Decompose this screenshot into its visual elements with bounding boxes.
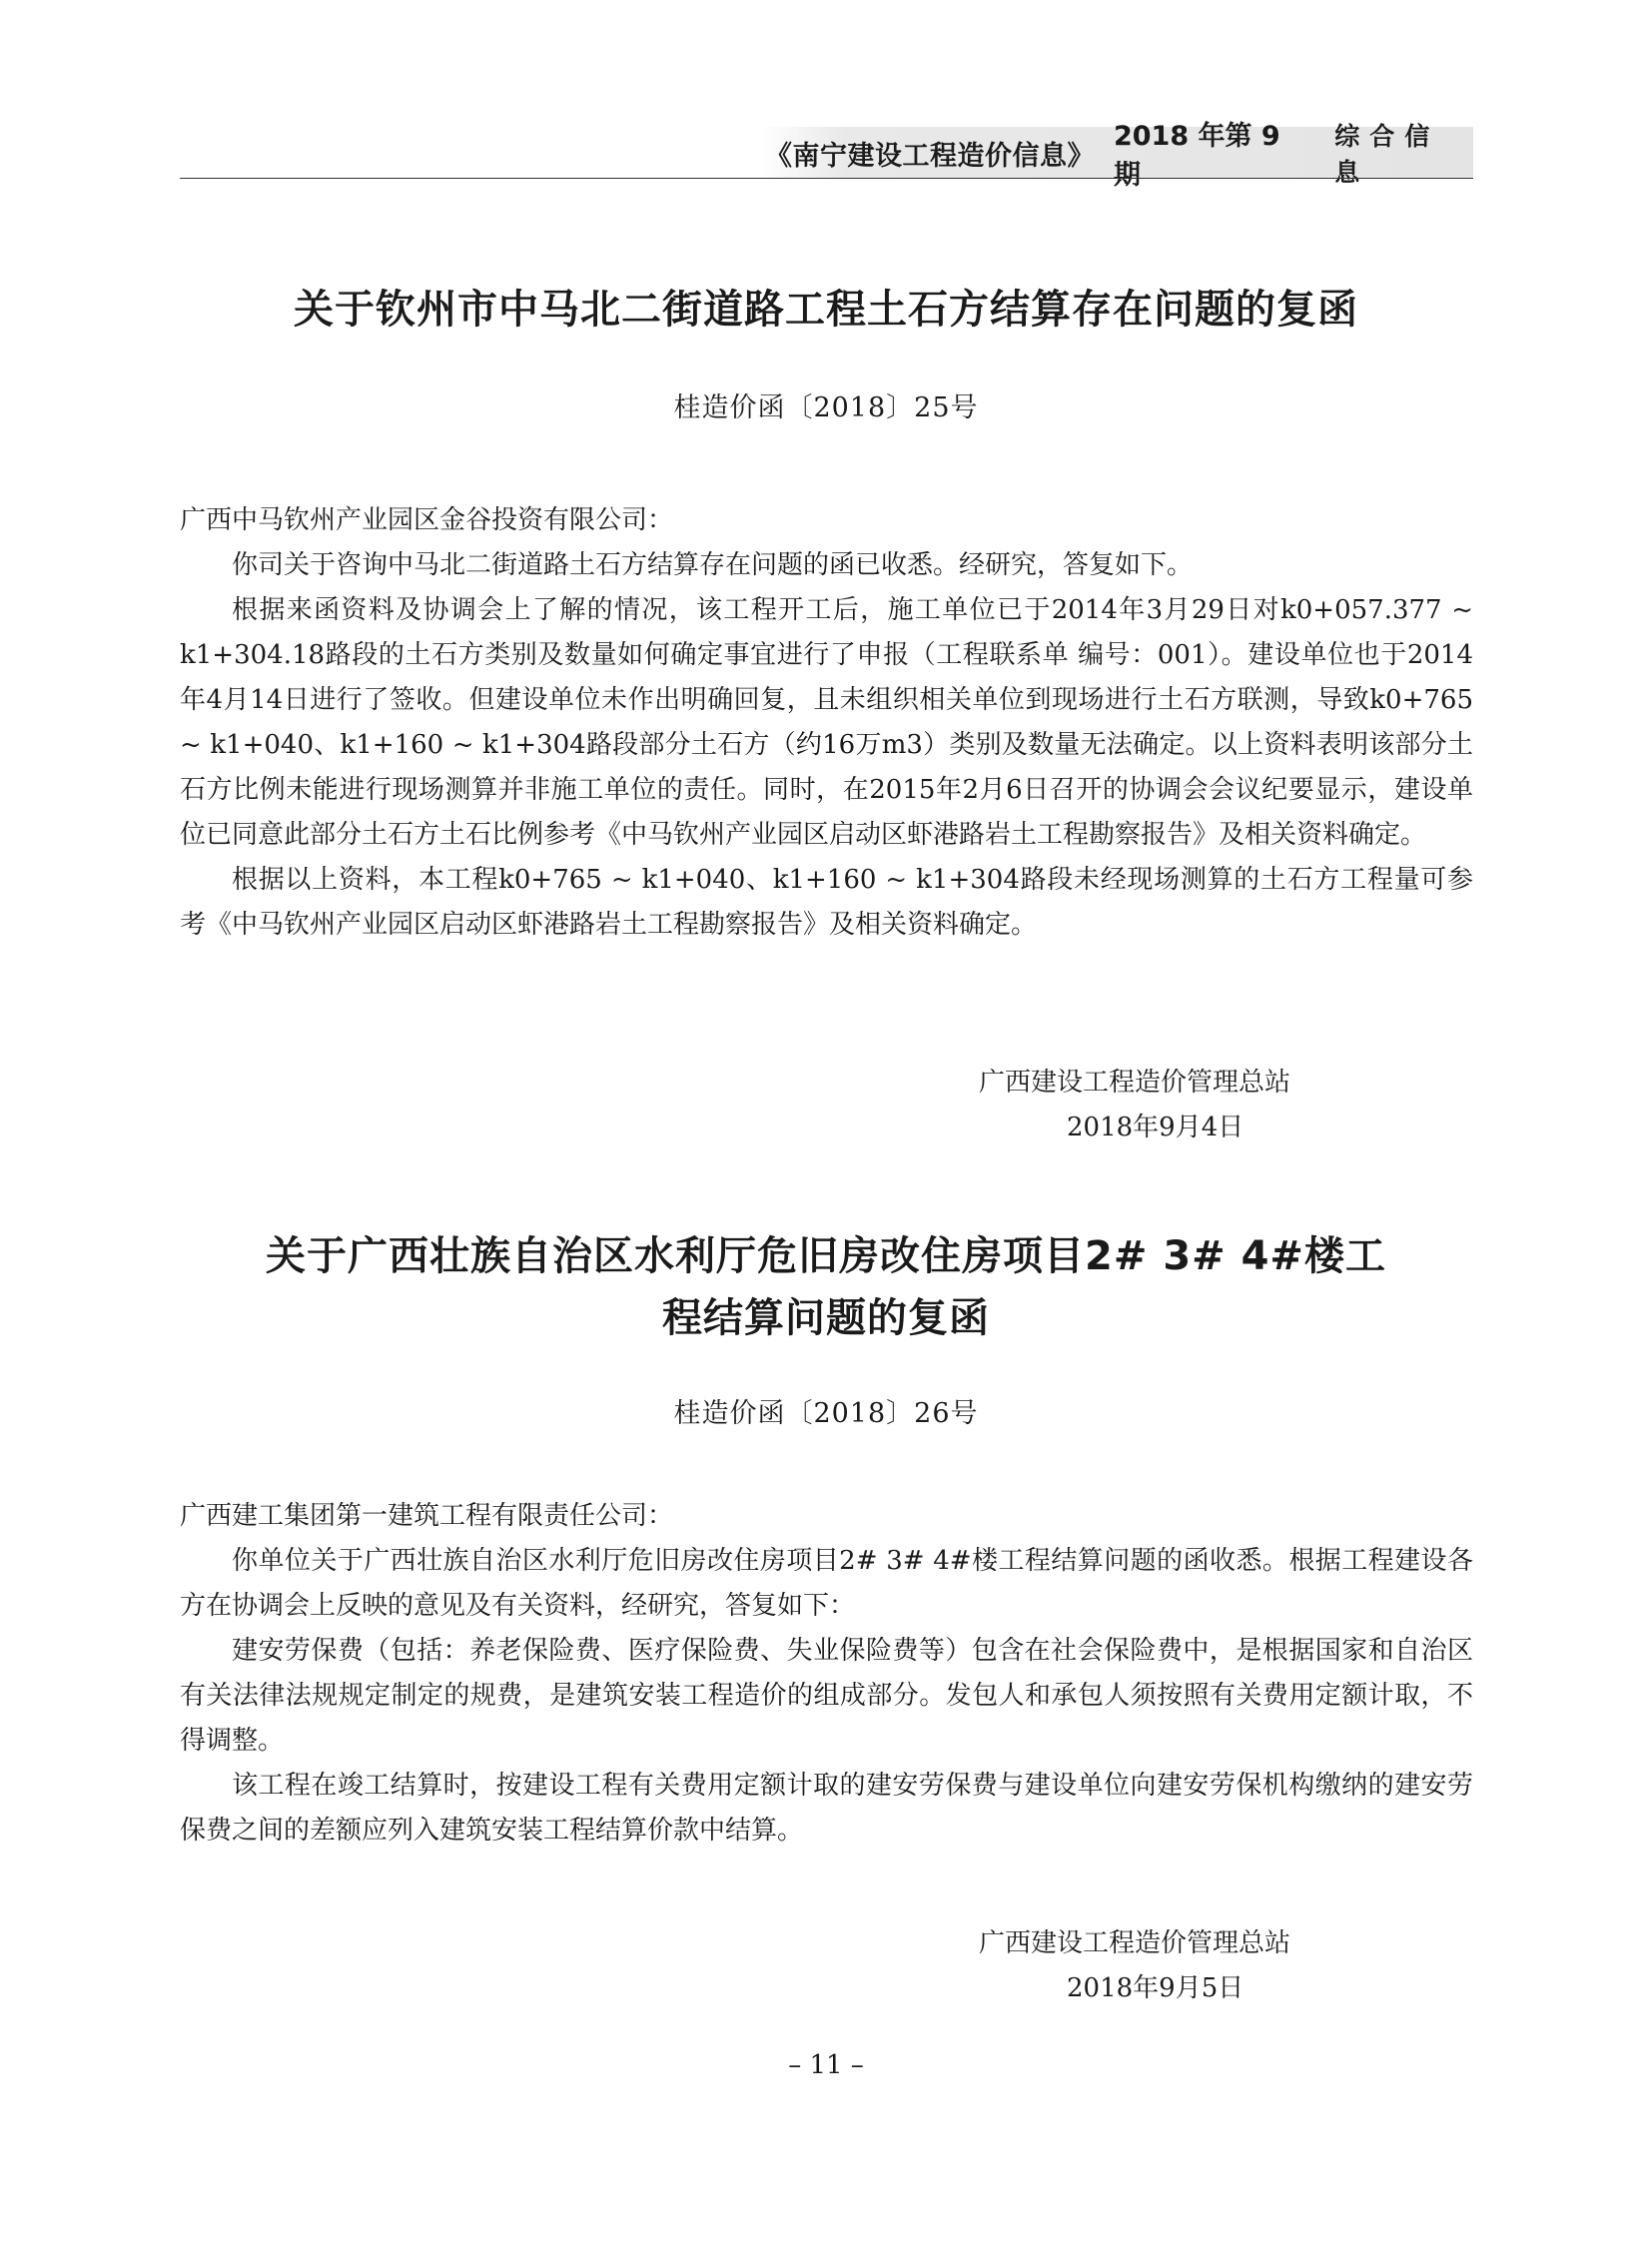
letter-1-date: 2018年9月4日: [1067, 1113, 1244, 1142]
letter-2-body: [180, 1494, 1473, 1854]
letter-2-signoff: [979, 1921, 1418, 2011]
letter-1-paragraph: 根据来函资料及协调会上了解的情况，该工程开工后，施工单位已于2014年3月29日对k0+057.377 ~ k1+304.18路段的土石方类别及数量如何确定事宜进行了申报（工程联系单 编号：001）。建设单位也于2014年4月14日进行了签收。但建设单位未作出明确回复，且未组织相关单位到现场进行土石方联测，导致k0+765 ~ k1+040、k1+160 ~ k1+304路段部分土石方（约16万m3）类别及数量无法确定。以上资料表明该部分土石方比例未能进行现场测算并非施工单位的责任。同时，在2015年2月6日召开的协调会会议纪要显示，建设单位已同意此部分土石方土石比例参考《中马钦州产业园区启动区虾港路岩土工程勘察报告》及相关资料确定。: [180, 595, 1473, 850]
running-header: [759, 121, 1473, 191]
letter-1-signature: 广西建设工程造价管理总站: [979, 1068, 1291, 1098]
header-divider: [180, 178, 1473, 179]
letter-2-date: 2018年9月5日: [1067, 1973, 1244, 2003]
letter-1-signoff: [979, 1061, 1418, 1150]
letter-1-doc-number: 桂造价函〔2018〕25号: [673, 392, 979, 423]
letter-2-doc-number: 桂造价函〔2018〕26号: [673, 1398, 979, 1429]
letter-1-paragraph: 根据以上资料，本工程k0+765 ~ k1+040、k1+160 ~ k1+304路段未经现场测算的土石方工程量可参考《中马钦州产业园区启动区虾港路岩土工程勘察报告》及相关资料确定。: [180, 865, 1473, 940]
letter-1-body: [180, 498, 1473, 948]
journal-title: 《南宁建设工程造价信息》: [765, 140, 1095, 172]
issue-label: 2018 年第 9 期: [1113, 121, 1280, 191]
page-number: – 11 –: [788, 2050, 864, 2080]
letter-1-paragraph: 你司关于咨询中马北二街道路土石方结算存在问题的函已收悉。经研究，答复如下。: [232, 550, 1194, 580]
letter-1-title-line: 关于钦州市中马北二街道路工程土石方结算存在问题的复函: [294, 287, 1358, 333]
letter-1-title: [0, 279, 1652, 341]
letter-1-salutation: 广西中马钦州产业园区金谷投资有限公司：: [180, 505, 674, 535]
letter-2-paragraph: 建安劳保费（包括：养老保险费、医疗保险费、失业保险费等）包含在社会保险费中，是根据国家和自治区有关法律法规规定制定的规费，是建筑安装工程造价的组成部分。发包人和承包人须按照有关费用定额计取，不得调整。: [180, 1636, 1473, 1756]
letter-2-signature: 广西建设工程造价管理总站: [979, 1928, 1291, 1958]
letter-2-title-line: 关于广西壮族自治区水利厅危旧房改住房项目2# 3# 4#楼工: [266, 1233, 1386, 1279]
letter-2-paragraph: 你单位关于广西壮族自治区水利厅危旧房改住房项目2# 3# 4#楼工程结算问题的函收悉。根据工程建设各方在协调会上反映的意见及有关资料，经研究，答复如下：: [180, 1546, 1473, 1621]
letter-2-paragraph: 该工程在竣工结算时，按建设工程有关费用定额计取的建安劳保费与建设单位向建安劳保机构缴纳的建安劳保费之间的差额应列入建筑安装工程结算价款中结算。: [180, 1771, 1473, 1846]
letter-2-title: [0, 1225, 1652, 1349]
letter-2-salutation: 广西建工集团第一建筑工程有限责任公司：: [180, 1501, 674, 1531]
letter-2-title-line: 程结算问题的复函: [662, 1295, 990, 1341]
section-label: 综合信息: [1334, 122, 1440, 187]
